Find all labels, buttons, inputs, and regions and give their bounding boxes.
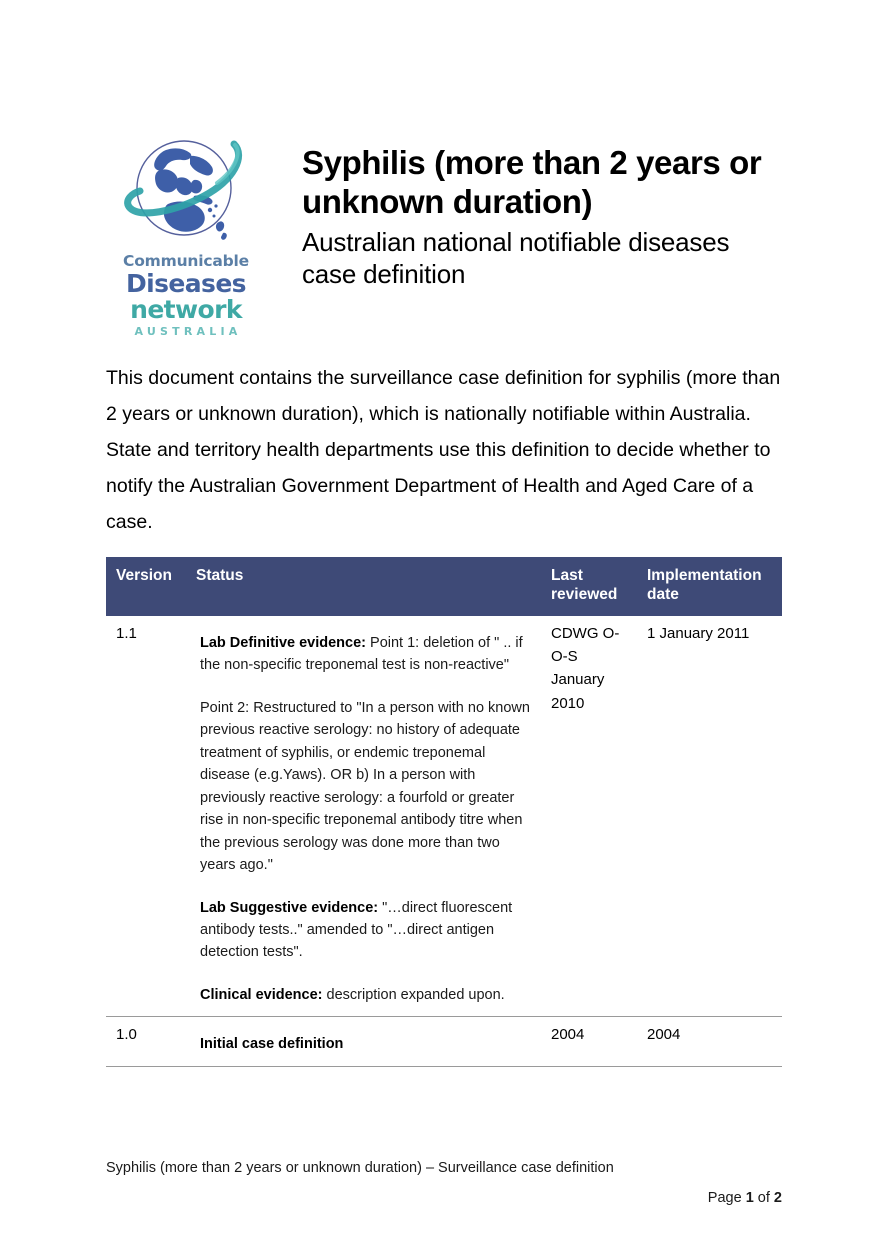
globe-orbit-icon <box>122 130 250 252</box>
column-header-implementation-date: Implementation date <box>639 557 782 616</box>
footer-page-middle: of <box>753 1190 774 1207</box>
status-paragraph-text: Point 1: deletion of " .. if the non-specific treponemal test is non-reactive" <box>200 634 523 674</box>
table-body <box>106 616 782 1067</box>
status-paragraph-text: "…direct fluorescent antibody tests.." amended to "…direct antigen detection tests". <box>200 899 513 961</box>
cell-version: 1.1 <box>106 616 188 1017</box>
cell-implementation-date: 2004 <box>639 1017 782 1066</box>
table-header <box>106 557 782 616</box>
status-paragraph-label: Clinical evidence: <box>200 986 323 1003</box>
status-paragraph-label: Lab Definitive evidence: <box>200 634 366 651</box>
column-header-last-reviewed: Last reviewed <box>543 557 639 616</box>
status-paragraph <box>200 632 535 677</box>
document-header <box>106 128 782 337</box>
cell-status: Initial case definition <box>188 1017 543 1066</box>
page-title: Syphilis (more than 2 years or unknown duration) <box>302 144 762 220</box>
footer-page-prefix: Page <box>707 1190 746 1207</box>
status-paragraph <box>200 697 535 877</box>
table-row <box>106 1017 782 1066</box>
revision-history-table <box>106 557 782 1067</box>
logo-line-network: network <box>130 294 242 324</box>
status-paragraph-label: Lab Suggestive evidence: <box>200 899 379 916</box>
status-paragraph <box>200 897 535 964</box>
footer-document-title: Syphilis (more than 2 years or unknown duration) – Surveillance case definition <box>106 1160 614 1176</box>
cell-version: 1.0 <box>106 1017 188 1066</box>
cell-status <box>188 616 543 1017</box>
logo-line-communicable: Communicable <box>123 252 249 270</box>
column-header-version: Version <box>106 557 188 616</box>
cell-last-reviewed: 2004 <box>543 1017 639 1066</box>
table-row <box>106 616 782 1017</box>
table-header-row <box>106 557 782 616</box>
footer-page-current: 1 <box>745 1190 754 1207</box>
logo-line-diseases: Diseases <box>126 268 246 298</box>
cdna-logo <box>106 128 266 337</box>
page-subtitle: Australian national notifiable diseases case definition <box>302 227 730 289</box>
logo-line-australia: AUSTRALIA <box>134 324 242 338</box>
footer-page-total: 2 <box>773 1190 782 1207</box>
page-footer <box>106 1158 782 1206</box>
cell-implementation-date: 1 January 2011 <box>639 616 782 1017</box>
status-paragraph-text: description expanded upon. <box>322 986 505 1003</box>
column-header-status: Status <box>188 557 543 616</box>
logo-wordmark <box>123 254 249 337</box>
status-paragraph <box>200 984 535 1006</box>
cell-last-reviewed: CDWG O-O-S January 2010 <box>543 616 639 1017</box>
footer-page-number <box>106 1190 782 1206</box>
intro-paragraph: This document contains the surveillance case definition for syphilis (more than 2 years or unknown duration), which is nationally notifiable within Australia. State and territory health departments use this definition to decide whether to notify the Australian Government Department of Health and Aged Care of a case. <box>106 367 781 533</box>
status-paragraph-text: Point 2: Restructured to "In a person with no known previous reactive serology: no history of adequate treatment of syphilis, or endemic treponemal disease (e.g.Yaws). OR b) In a person with previously reactive serology: a fourfold or greater rise in non-specific treponemal antibody titre when the previous serology was done more than two years ago." <box>200 699 530 874</box>
title-block <box>266 128 782 291</box>
